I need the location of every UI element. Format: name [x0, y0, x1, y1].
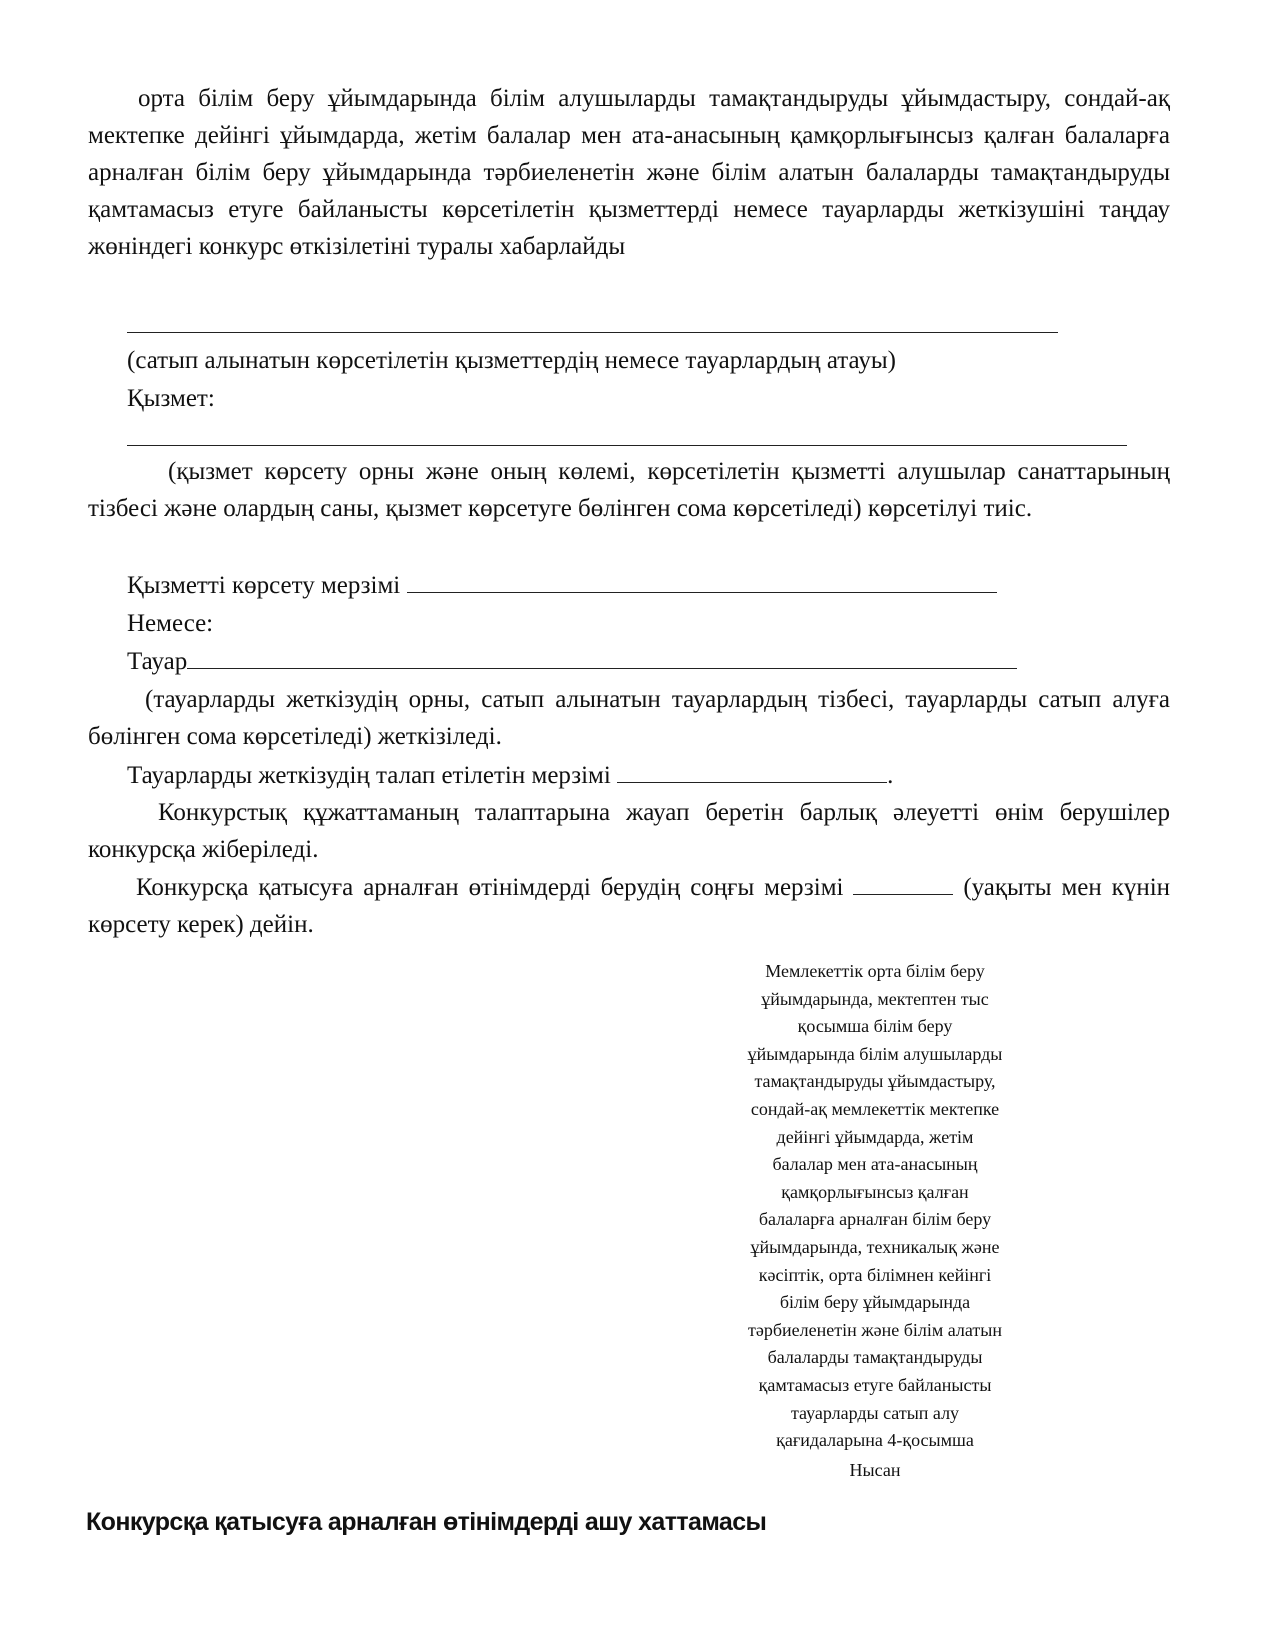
- service-details-paragraph: (қызмет көрсету орны және оның көлемі, көрсетілетін қызметті алушылар санаттарының тізбесі және олардың саны, қызмет көрсетуге бөлінген сома көрсетіледі) көрсетілуі тиіс.: [88, 458, 1170, 522]
- service-term-blank: [407, 570, 997, 593]
- purchased-items-caption: (сатып алынатын көрсетілетін қызметтердің немесе тауарлардың атауы): [127, 347, 896, 374]
- deadline-paragraph-end: (уақыты мен күнін көрсету керек) дейін.: [88, 874, 1171, 938]
- goods-label: Тауар: [127, 648, 188, 675]
- or-label: Немесе:: [127, 610, 214, 637]
- delivery-term-label: Тауарларды жеткізудің талап етілетін мерзімі: [127, 762, 611, 789]
- appendix-line: тауарларды сатып алу: [790, 1402, 960, 1423]
- appendix-line: тамақтандыруды ұйымдастыру,: [754, 1071, 996, 1092]
- appendix-line: балалар мен ата-анасының: [772, 1154, 978, 1175]
- appendix-line: қосымша білім беру: [797, 1016, 953, 1037]
- appendix-line: сондай-ақ мемлекеттік мектепке: [750, 1098, 1000, 1119]
- appendix-line: кәсіптік, орта білімнен кейінгі: [758, 1264, 992, 1285]
- appendix-line: ұйымдарында, техникалық және: [750, 1236, 1000, 1257]
- section-heading: Конкурсқа қатысуға арналған өтінімдерді ашу хаттамасы: [86, 1508, 767, 1536]
- appendix-line: ұйымдарында, мектептен тыс: [761, 988, 989, 1009]
- appendix-line: балаларға арналған білім беру: [758, 1209, 992, 1230]
- appendix-line: балаларды тамақтандыруды: [767, 1347, 983, 1368]
- admission-paragraph: Конкурстық құжаттаманың талаптарына жауап беретін барлық әлеуетті өнім берушілер конкурсқа жіберіледі.: [88, 799, 1170, 863]
- appendix-line: дейінгі ұйымдарда, жетім: [776, 1126, 974, 1147]
- deadline-blank: [853, 872, 953, 895]
- service-term-label: Қызметті көрсету мерзімі: [127, 572, 401, 599]
- appendix-line: қамтамасыз етуге байланысты: [758, 1374, 992, 1395]
- appendix-line: білім беру ұйымдарында: [779, 1292, 971, 1313]
- service-term-line: [127, 567, 997, 604]
- appendix-line: ұйымдарында білім алушыларды: [747, 1043, 1003, 1064]
- goods-details-paragraph: (тауарларды жеткізудің орны, сатып алынатын тауарлардың тізбесі, тауарларды сатып алуға бөлінген сома көрсетіледі) жеткізіледі.: [88, 686, 1170, 750]
- appendix-line: тәрбиеленетін және білім алатын: [747, 1319, 1003, 1340]
- appendix-note: [700, 958, 1050, 1484]
- purchased-items-blank: [127, 332, 1058, 333]
- goods-line: [127, 643, 1017, 680]
- service-blank: [127, 445, 1127, 446]
- appendix-line: қағидаларына 4-қосымша: [776, 1430, 974, 1451]
- goods-blank: [187, 646, 1017, 669]
- delivery-term-end: .: [887, 762, 894, 789]
- intro-paragraph: орта білім беру ұйымдарында білім алушыларды тамақтандыруды ұйымдастыру, сондай-ақ мектепке дейінгі ұйымдарда, жетім балалар мен ата-анасының қамқорлығынсыз қалған балаларға арналған білім беру ұйымдарында тәрбиеленетін және білім алатын балаларды тамақтандыруды қамтамасыз етуге байланысты көрсетілетін қызметтерді немесе тауарларды жеткізушіні таңдау жөніндегі конкурс өткізілетіні туралы хабарлайды: [88, 85, 1170, 260]
- form-label: Нысан: [849, 1459, 901, 1480]
- delivery-term-blank: [617, 760, 887, 783]
- deadline-paragraph: [88, 869, 1170, 943]
- service-label: Қызмет:: [127, 385, 215, 412]
- delivery-term-line: [127, 757, 893, 794]
- deadline-paragraph-start: Конкурсқа қатысуға арналған өтінімдерді берудің соңғы мерзімі: [136, 874, 844, 901]
- appendix-line: қамқорлығынсыз қалған: [781, 1181, 969, 1202]
- appendix-line: Мемлекеттік орта білім беру: [765, 961, 985, 981]
